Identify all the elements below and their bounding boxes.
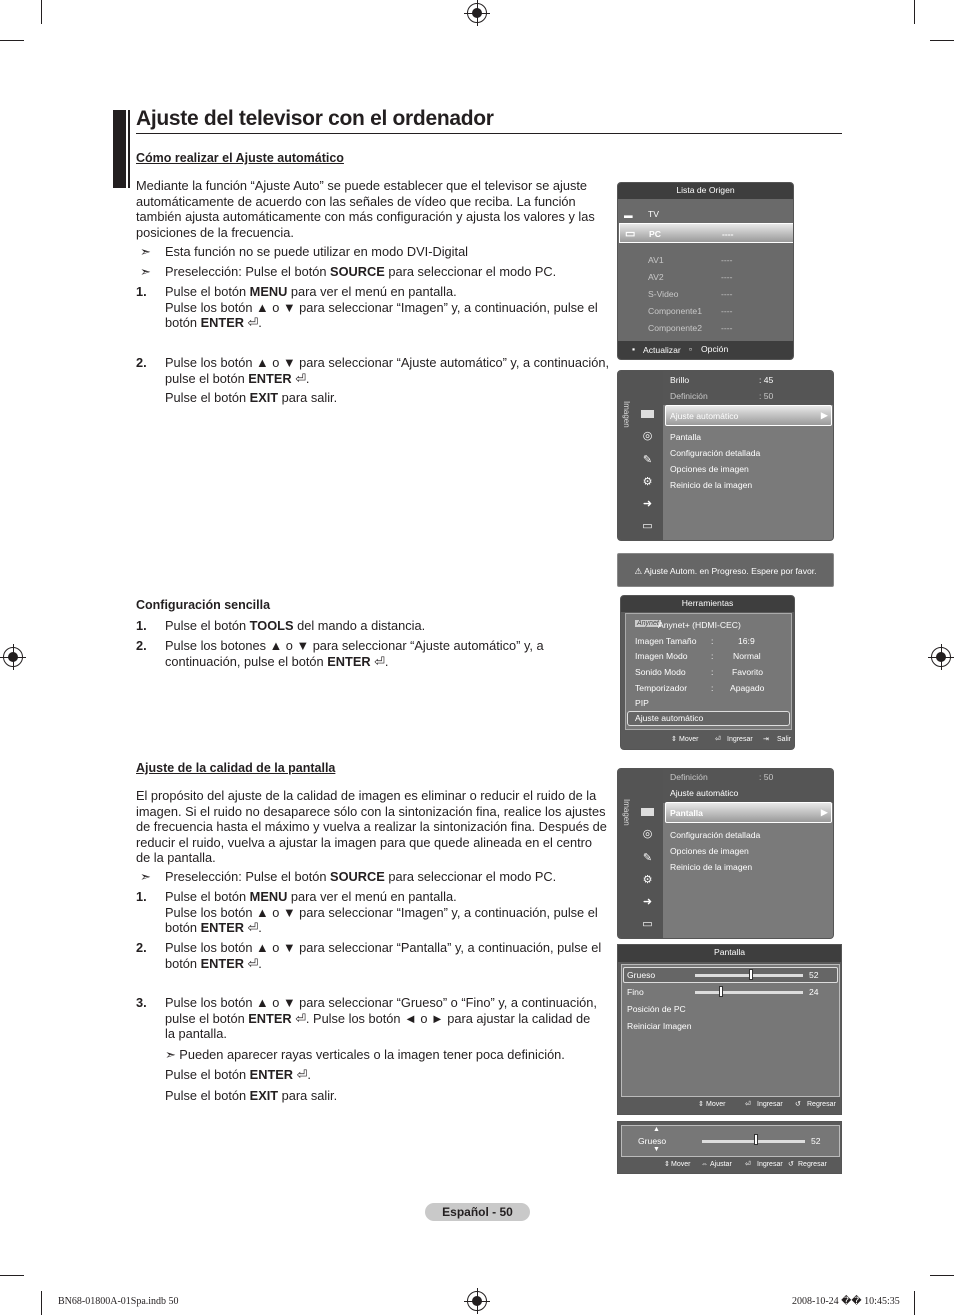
menu-item-detailed-settings[interactable]: Configuración detallada <box>670 830 761 840</box>
updown-icon: ⇕ <box>671 736 677 743</box>
registration-mark-icon <box>467 1291 487 1311</box>
menu-tabs <box>618 769 663 938</box>
option-button[interactable]: Opción <box>701 344 729 354</box>
tv-icon: ▬ <box>624 210 633 220</box>
section3-step3: 3. Pulse los botón ▲ o ▼ para seleccionar “Grueso” o “Fino” y, a continuación, pulse el botón ENTER ⏎. Pulse los botón ◄ o ► para ajustar la calidad de la pantalla. ➣ Pueden aparecer rayas verticales o la imagen tener poca definición. Pulse el botón ENTER ⏎. Pulse el botón EXIT para salir. <box>136 995 597 1103</box>
section2-step1: 1. Pulse el botón TOOLS del mando a distancia. <box>136 618 426 633</box>
tools-item-timer[interactable]: Temporizador <box>635 683 688 693</box>
tools-item-auto-adjust[interactable]: Ajuste automático <box>627 711 790 726</box>
channel-icon[interactable]: ✎ <box>642 454 653 466</box>
channel-icon[interactable]: ✎ <box>642 852 653 864</box>
screen-item-pc-position[interactable]: Posición de PC <box>627 1004 686 1014</box>
coarse-adjust-handle[interactable] <box>754 1134 758 1145</box>
registration-mark-icon <box>931 647 951 667</box>
source-item-tv[interactable]: TV <box>648 209 659 219</box>
setup-icon[interactable]: ⚙ <box>642 874 653 886</box>
pc-icon: ▭ <box>625 228 636 240</box>
source-list-screen: Lista de Origen ▬ TV ▭ PC ---- AV1 ---- AV2 ---- S-Video ---- Componente1 ---- Componente2 ---- ▪ Actualizar ▫ Opción <box>617 182 794 360</box>
menu-item-auto-adjust[interactable]: Ajuste automático ▶ <box>665 405 832 426</box>
section1-intro: Mediante la función “Ajuste Auto” se puede establecer que el televisor se ajuste automáticamente de acuerdo con las señales de vídeo que reciba. La función también ajusta automáticamente con más configuración y ajusta los valores y las posiciones de la frecuencia. <box>136 178 595 240</box>
screen-menu <box>617 944 842 1115</box>
enter-icon: ⏎ <box>247 315 259 330</box>
source-item-component1[interactable]: Componente1 <box>648 306 702 316</box>
return-icon: ↺ <box>788 1161 794 1168</box>
screen-menu-header: Pantalla <box>618 945 841 962</box>
enter-icon: ⏎ <box>247 920 259 935</box>
refresh-icon: ▪ <box>632 344 636 354</box>
tools-item-picture-size[interactable]: Imagen Tamaño <box>635 636 697 646</box>
enter-icon: ⏎ <box>295 1010 306 1026</box>
sound-icon[interactable]: ◎ <box>642 828 653 840</box>
coarse-adjust-footer: ⇕ Mover ⇔ Ajustar ⏎ Ingresar ↺ Regresar <box>618 1157 841 1173</box>
menu-tabs <box>618 371 663 540</box>
down-arrow-icon: ▼ <box>653 1146 660 1153</box>
section3-step1: 1. Pulse el botón MENU para ver el menú en pantalla. Pulse los botón ▲ o ▼ para seleccionar “Imagen” y, a continuación, pulse el botón ENTER ⏎. <box>136 889 598 935</box>
warning-icon: ⚠ <box>634 566 643 576</box>
enter-icon: ⏎ <box>715 736 721 743</box>
menu-item-picture-reset[interactable]: Reinicio de la imagen <box>670 862 753 872</box>
fine-slider-handle[interactable] <box>719 986 723 997</box>
input-icon[interactable]: ➜ <box>642 498 653 510</box>
refresh-button[interactable]: Actualizar <box>643 345 681 355</box>
menu-item-detailed-settings[interactable]: Configuración detallada <box>670 448 761 458</box>
title-bar-decoration <box>128 110 130 188</box>
source-item-av1[interactable]: AV1 <box>648 255 664 265</box>
title-rule <box>136 133 842 134</box>
source-list-footer <box>618 341 793 359</box>
title-bar-decoration <box>113 110 126 188</box>
menu-item-brightness[interactable]: Brillo <box>670 375 690 385</box>
menu-item-auto-adjust[interactable]: Ajuste automático <box>670 788 739 798</box>
crop-mark <box>914 1291 915 1315</box>
sound-icon[interactable]: ◎ <box>642 430 653 442</box>
menu-item-picture-options[interactable]: Opciones de imagen <box>670 846 749 856</box>
updown-icon: ⇕ <box>698 1101 704 1108</box>
tools-item-sound-mode[interactable]: Sonido Modo <box>635 667 686 677</box>
fine-value: 24 <box>809 987 819 997</box>
tools-item-anynet[interactable]: Anynet+ (HDMI-CEC) <box>658 620 741 630</box>
coarse-value: 52 <box>809 970 819 980</box>
option-icon: ▫ <box>689 344 693 354</box>
screen-item-image-reset[interactable]: Reiniciar Imagen <box>627 1021 692 1031</box>
source-item-pc[interactable]: ▭ PC ---- <box>619 223 794 243</box>
screen-menu-footer: ⇕ Mover ⏎ Ingresar ↺ Regresar <box>618 1097 841 1114</box>
crop-mark <box>930 40 954 41</box>
arrow-icon: ➣ <box>140 869 151 884</box>
enter-icon: ⏎ <box>745 1101 751 1108</box>
return-icon: ↺ <box>795 1101 801 1108</box>
picture-icon[interactable] <box>641 808 654 816</box>
crop-mark <box>41 0 42 24</box>
application-icon[interactable]: ▭ <box>642 918 653 930</box>
menu-item-picture-reset[interactable]: Reinicio de la imagen <box>670 480 753 490</box>
updown-icon: ⇕ <box>664 1161 670 1168</box>
section-heading-auto-adjust: Cómo realizar el Ajuste automático <box>136 151 344 165</box>
tools-footer: ⇕ Mover ⏎ Ingresar ⇥ Salir <box>621 732 794 749</box>
leftright-icon: ⇔ <box>701 1161 708 1168</box>
menu-item-screen[interactable]: Pantalla <box>670 432 702 442</box>
source-item-component2[interactable]: Componente2 <box>648 323 702 333</box>
arrow-icon: ➣ <box>140 264 151 279</box>
tools-menu-screen: Herramientas Anynet Anynet+ (HDMI-CEC) Imagen Tamaño : 16:9 Imagen Modo : Normal Sonido Modo : Favorito Temporizador : Apagado PIP Ajuste automático ⇕ Mover ⏎ Ingresar ⇥ Salir <box>620 595 795 750</box>
crop-mark <box>930 1275 954 1276</box>
crop-mark <box>0 1275 24 1276</box>
registration-mark-icon <box>3 647 23 667</box>
source-item-av2[interactable]: AV2 <box>648 272 664 282</box>
coarse-adjust-value: 52 <box>811 1136 821 1146</box>
section-heading-simple-config: Configuración sencilla <box>136 598 271 612</box>
tools-item-picture-mode[interactable]: Imagen Modo <box>635 651 688 661</box>
page-number-badge: Español - 50 <box>425 1203 530 1221</box>
source-list-header: Lista de Origen <box>618 183 793 199</box>
enter-icon: ⏎ <box>296 1067 308 1082</box>
chevron-right-icon: ▶ <box>821 410 828 420</box>
menu-item-screen[interactable]: Pantalla ▶ <box>665 802 832 823</box>
enter-icon: ⏎ <box>295 370 306 386</box>
menu-item-sharpness[interactable]: Definición <box>670 391 708 401</box>
crop-mark <box>41 1291 42 1315</box>
coarse-slider-handle[interactable] <box>749 969 753 980</box>
section1-step1: 1. Pulse el botón MENU para ver el menú en pantalla. Pulse los botón ▲ o ▼ para seleccionar “Imagen” y, a continuación, pulse el botón ENTER ⏎. <box>136 284 598 330</box>
menu-item-sharpness[interactable]: Definición <box>670 772 708 782</box>
arrow-icon: ➣ <box>140 244 151 259</box>
menu-item-picture-options[interactable]: Opciones de imagen <box>670 464 749 474</box>
source-item-svideo[interactable]: S-Video <box>648 289 679 299</box>
print-file-name: BN68-01800A-01Spa.indb 50 <box>58 1296 179 1307</box>
section1-step2: 2. Pulse los botón ▲ o ▼ para seleccionar “Ajuste automático” y, a continuación, pulse el botón ENTER ⏎. Pulse el botón EXIT para salir. <box>136 355 610 405</box>
page-title: Ajuste del televisor con el ordenador <box>136 107 494 130</box>
print-timestamp: 2008-10-24 �� 10:45:35 <box>792 1296 900 1307</box>
progress-message: ⚠ Ajuste Autom. en Progreso. Espere por favor. <box>617 553 834 587</box>
enter-icon: ⏎ <box>745 1161 751 1168</box>
arrow-icon: ➣ <box>165 1046 176 1062</box>
tab-label-picture: Imagen <box>622 401 631 428</box>
coarse-adjust-label: Grueso <box>638 1136 667 1146</box>
crop-mark <box>914 0 915 24</box>
section-heading-screen-quality: Ajuste de la calidad de la pantalla <box>136 761 336 775</box>
crop-mark <box>0 40 24 41</box>
picture-menu-screen: Imagen ◎ ✎ ⚙ ➜ ▭ Brillo : 45 Definición : 50 Ajuste automático ▶ Pantalla Configuración detallada Opciones de imagen Reinicio de la imagen <box>617 370 834 541</box>
input-icon[interactable]: ➜ <box>642 896 653 908</box>
up-arrow-icon: ▲ <box>653 1126 660 1133</box>
screen-item-fine[interactable]: Fino <box>627 987 644 997</box>
picture-icon[interactable] <box>641 410 654 418</box>
tools-item-pip[interactable]: PIP <box>635 698 649 708</box>
registration-mark-icon <box>467 3 487 23</box>
fine-slider[interactable] <box>695 991 803 994</box>
screen-item-coarse[interactable]: Grueso <box>623 967 838 983</box>
application-icon[interactable]: ▭ <box>642 520 653 532</box>
enter-icon: ⏎ <box>247 955 259 971</box>
coarse-adjust-screen <box>617 1121 842 1174</box>
anynet-logo: Anynet <box>637 620 659 627</box>
chevron-right-icon: ▶ <box>821 807 828 817</box>
setup-icon[interactable]: ⚙ <box>642 476 653 488</box>
exit-icon: ⇥ <box>763 736 769 743</box>
picture-menu-screen-2: Imagen ◎ ✎ ⚙ ➜ ▭ Definición : 50 Ajuste automático Pantalla ▶ Configuración detallada Opciones de imagen Reinicio de la imagen <box>617 768 834 939</box>
section2-step2: 2. Pulse los botones ▲ o ▼ para seleccionar “Ajuste automático” y, a continuación, pulse el botón ENTER ⏎. <box>136 638 544 669</box>
section3-step2: 2. Pulse los botón ▲ o ▼ para seleccionar “Pantalla” y, a continuación, pulse el botón ENTER ⏎. <box>136 940 602 971</box>
tools-header: Herramientas <box>621 596 794 612</box>
section3-intro: El propósito del ajuste de la calidad de imagen es eliminar o reducir el ruido de la imagen. Si el ruido no desaparece sólo con la sintonización fina, realice los ajustes de frecuencia hasta el máximo y vuelva a realizar la sintonización fina. Después de reducir el ruido, vuelva a ajustar la imagen para que quede alineada en el centro de la pantalla. <box>136 788 607 865</box>
enter-icon: ⏎ <box>374 653 385 669</box>
tab-label-picture: Imagen <box>622 799 631 826</box>
